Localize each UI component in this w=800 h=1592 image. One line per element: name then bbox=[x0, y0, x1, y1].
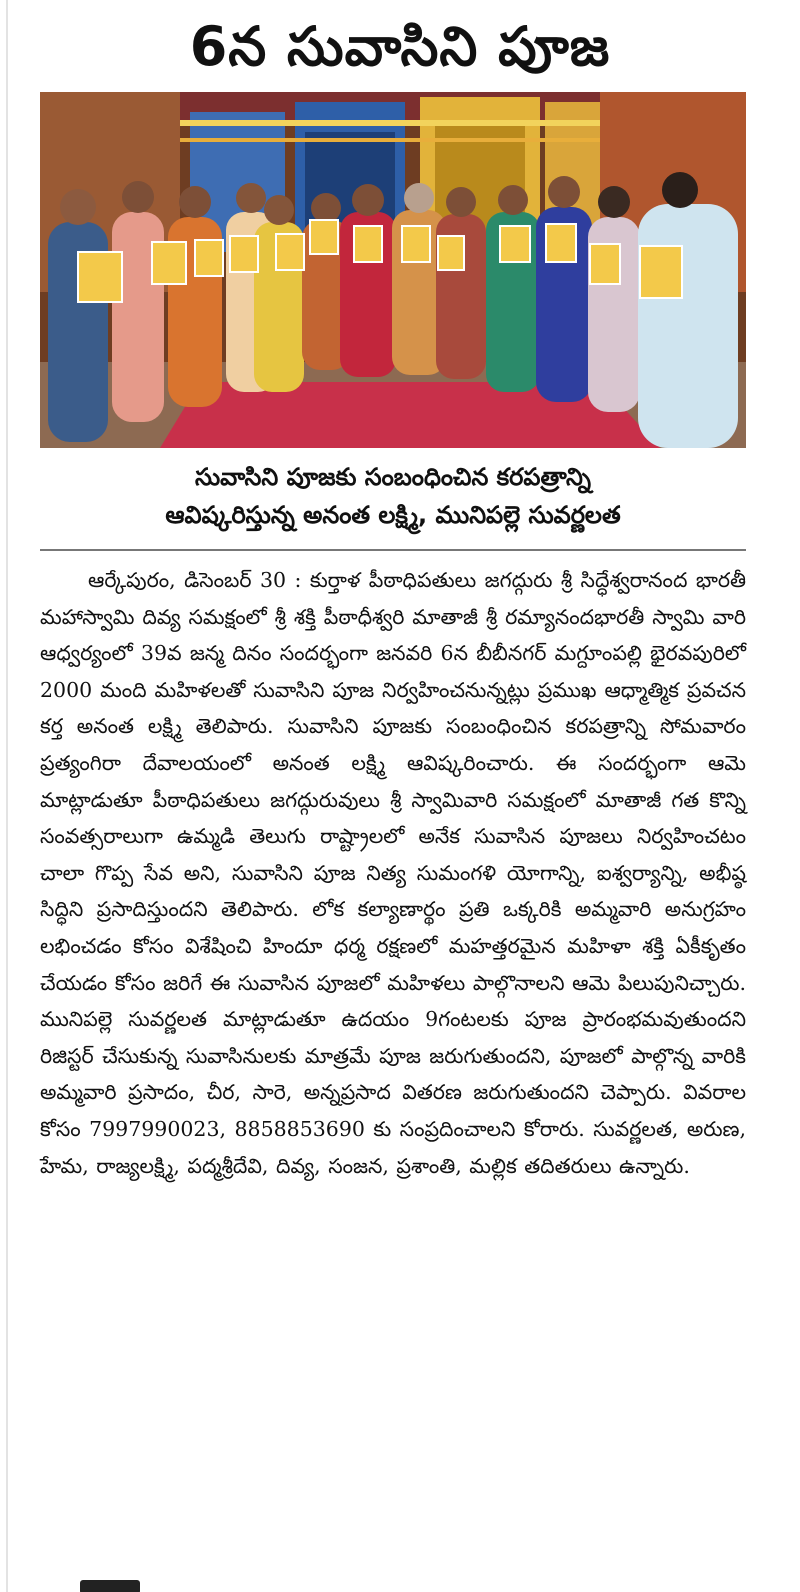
photo-caption bbox=[40, 458, 746, 534]
news-photo bbox=[40, 92, 746, 448]
group-photo-icon bbox=[40, 92, 746, 448]
caption-line-1: సువాసిని పూజకు సంబంధించిన కరపత్రాన్ని bbox=[195, 463, 591, 491]
headline: 6న సువాసిని పూజ bbox=[189, 15, 611, 78]
cropped-text-mark bbox=[80, 1580, 140, 1592]
article-body bbox=[40, 562, 746, 1184]
caption-line-2: ఆవిష్కరిస్తున్న అనంత లక్ష్మి, మునిపల్లె సువర్ణలత bbox=[165, 501, 621, 529]
article-dateline: ఆర్కేపురం, డిసెంబర్ 30 : bbox=[88, 568, 302, 592]
next-article-fragment bbox=[40, 1562, 746, 1592]
article-text: కుర్తాళ పీఠాధిపతులు జగద్గురు శ్రీ సిద్ధేశ్వరానంద భారతీ మహాస్వామి దివ్య సమక్షంలో శ్రీ శక్తి పీఠాధీశ్వరి మాతాజీ శ్రీ రమ్యానందభారతీ స్వామి వారి ఆధ్వర్యంలో 39వ జన్మ దినం సందర్భంగా జనవరి 6న బీబీనగర్ మగ్దూంపల్లి భైరవపురిలో 2000 మంది మహిళలతో సువాసిని పూజ నిర్వహించనున్నట్లు ప్రముఖ ఆధ్మాత్మిక ప్రవచన కర్త అనంత లక్ష్మి తెలిపారు. సువాసిని పూజకు సంబంధించిన కరపత్రాన్ని సోమవారం ప్రత్యంగిరా దేవాలయంలో అనంత లక్ష్మి ఆవిష్కరించారు. ఈ సందర్భంగా ఆమె మాట్లాడుతూ పీఠాధిపతులు జగద్గురువులు శ్రీ స్వామివారి సమక్షంలో మాతాజీ గత కొన్ని సంవత్సరాలుగా ఉమ్మడి తెలుగు రాష్ట్రాలలో అనేక సువాసిన పూజలు నిర్వహించటం చాలా గొప్ప సేవ అని, సువాసిని పూజ నిత్య సుమంగళి యోగాన్ని, ఐశ్వర్యాన్ని, అభీష్ఠ సిద్ధిని ప్రసాదిస్తుందని తెలిపారు. లోక కల్యాణార్థం ప్రతి ఒక్కరికి అమ్మవారి అనుగ్రహం లభించడం కోసం విశేషించి హిందూ ధర్మ రక్షణలో మహత్తరమైన మహిళా శక్తి ఏకీకృతం చేయడం కోసం జరిగే ఈ సువాసిన పూజలో మహిళలు పాల్గొనాలని ఆమె పిలుపునిచ్చారు. మునిపల్లె సువర్ణలత మాట్లాడుతూ ఉదయం 9గంటలకు పూజ ప్రారంభమవుతుందని రిజిస్టర్ చేసుకున్న సువాసినులకు మాత్రమే పూజ జరుగుతుందని, పూజలో పాల్గొన్న వారికి అమ్మవారి ప్రసాదం, చీర, సారె, అన్నప్రసాద వితరణ జరుగుతుందని చెప్పారు. వివరాల కోసం 7997990023, 8858853690 కు సంప్రదించాలని కోరారు. సువర్ణలత, అరుణ, హేమ, రాజ్యలక్ష్మి, పద్మశ్రీదేవి, దివ్య, సంజన, ప్రశాంతి, మల్లిక తదితరులు ఉన్నారు. bbox=[40, 568, 747, 1178]
column-divider bbox=[6, 0, 8, 1592]
caption-divider bbox=[40, 549, 746, 551]
